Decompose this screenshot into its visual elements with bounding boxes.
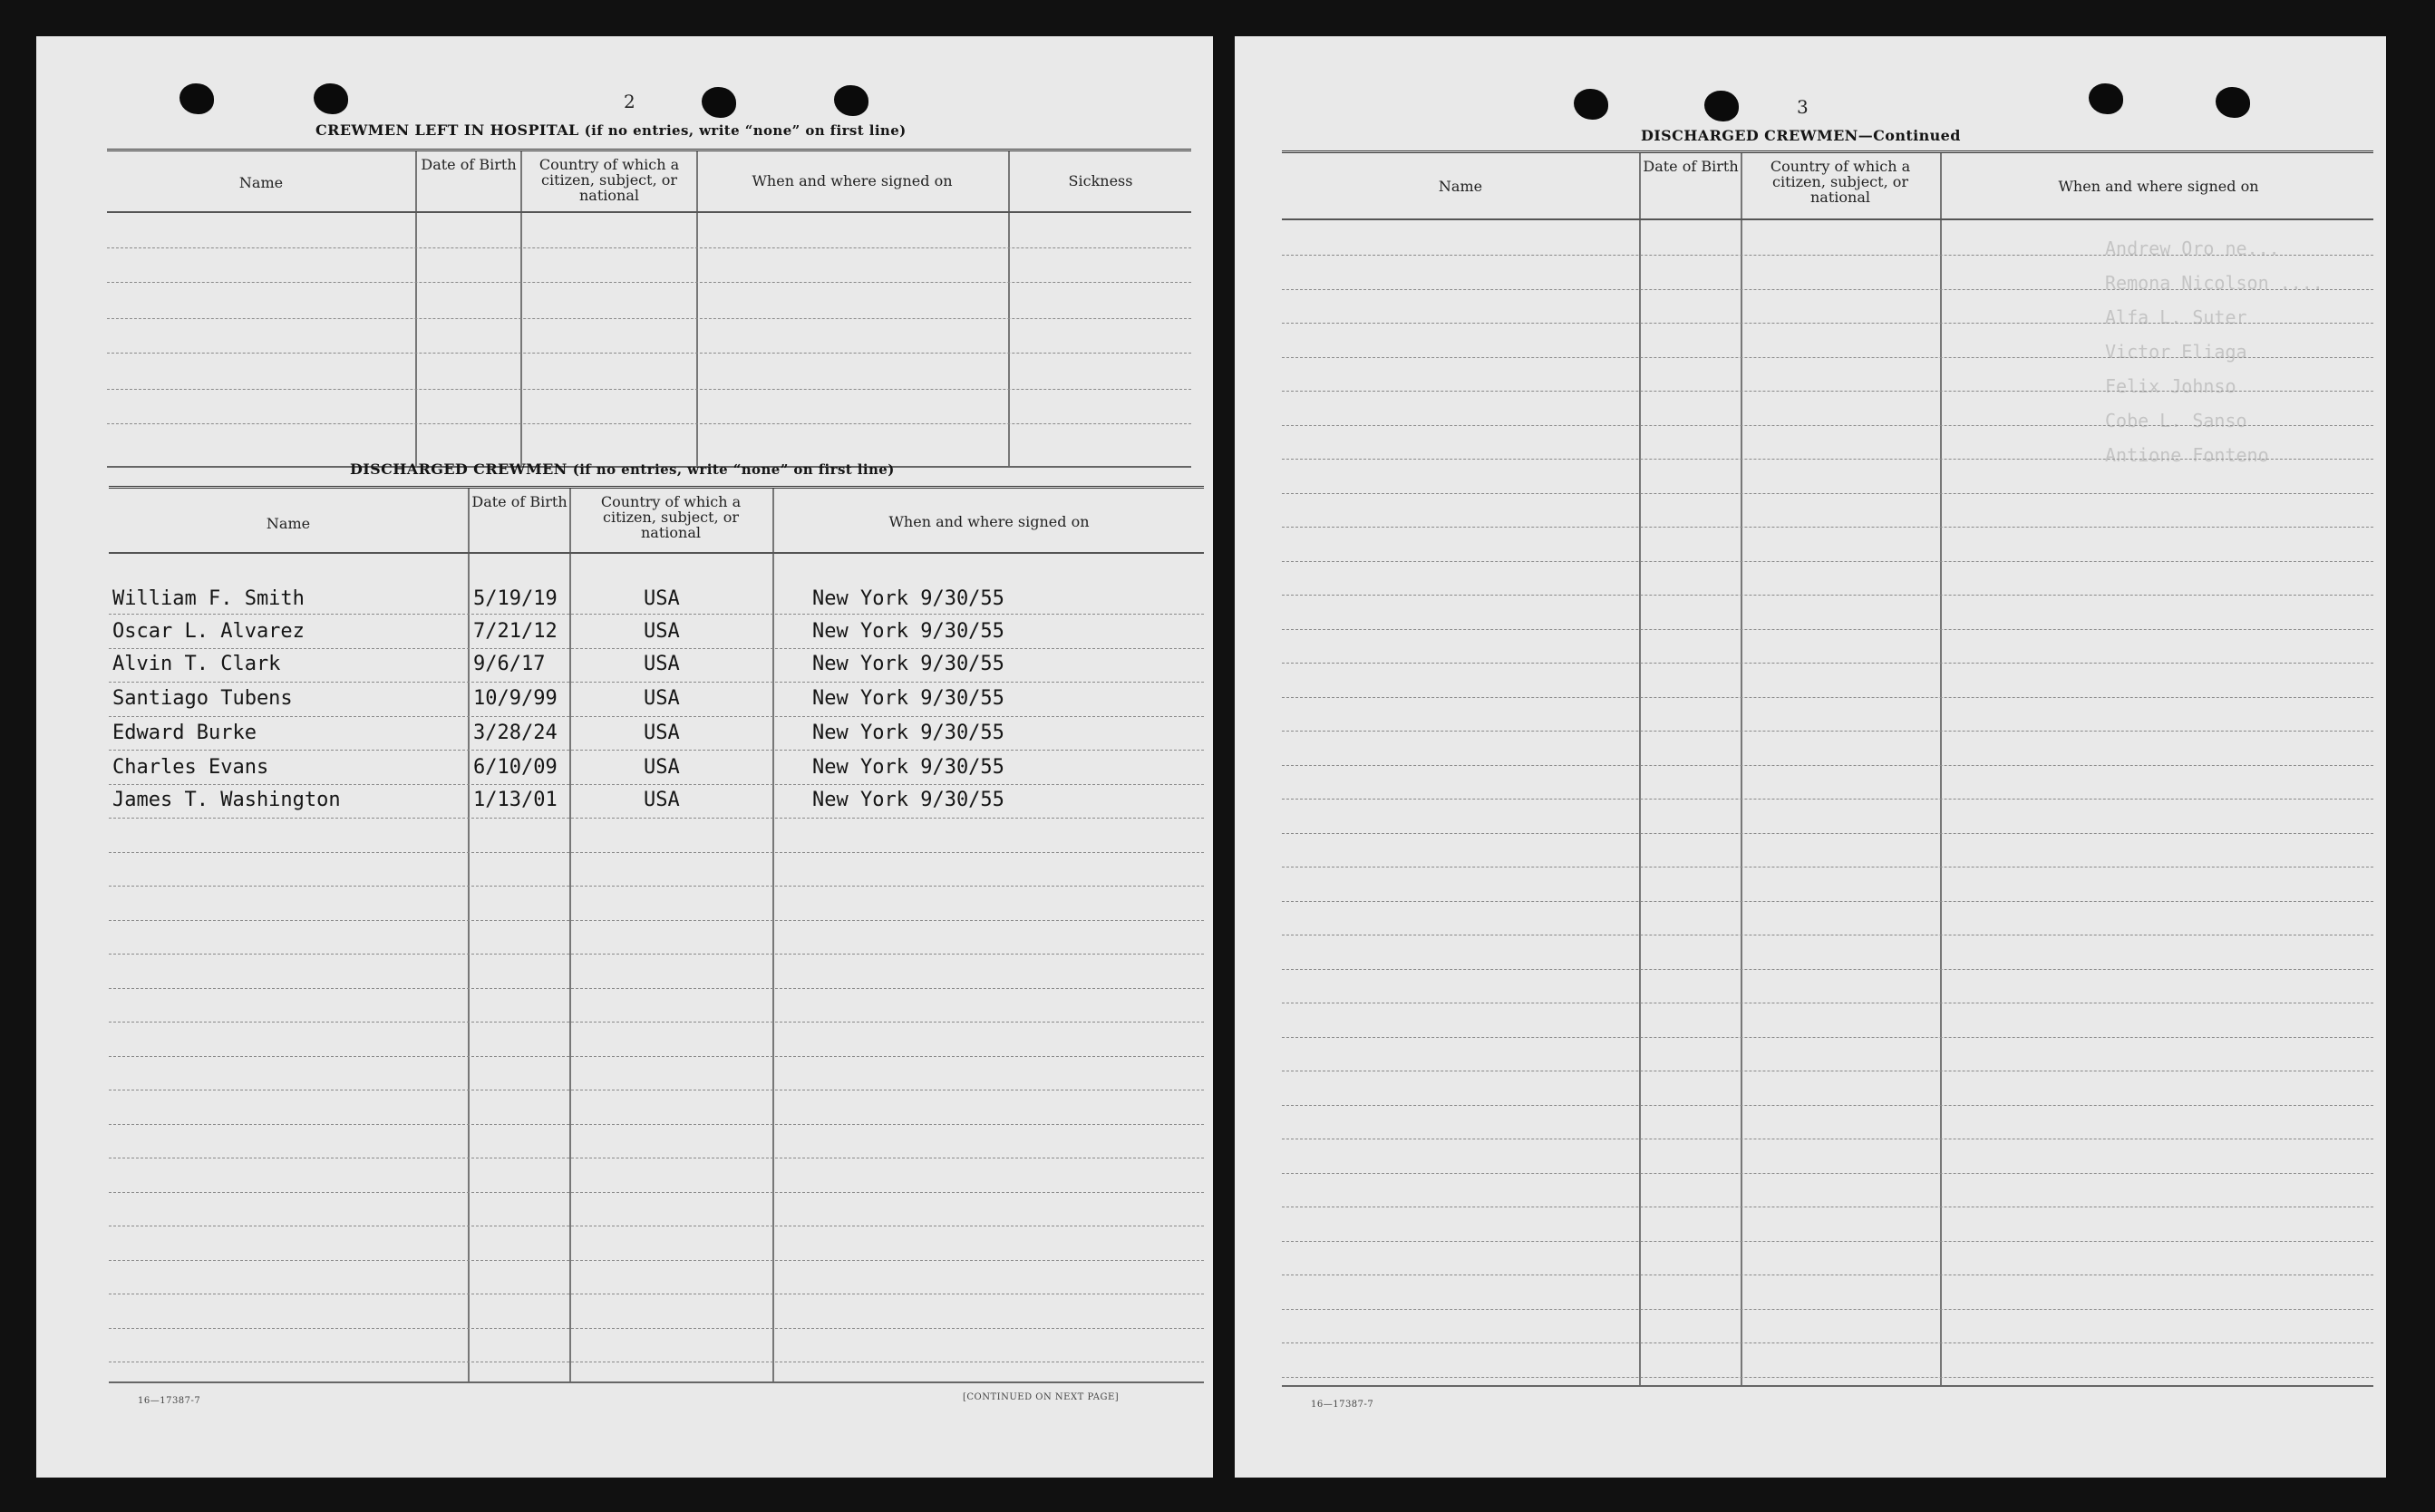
- ruled-line: [109, 886, 1204, 887]
- punch-hole: [179, 83, 214, 114]
- ruled-line: [1282, 731, 2373, 732]
- ruled-line: [1282, 663, 2373, 664]
- col-header-date-of-birth: Date of Birth: [421, 156, 517, 173]
- punch-hole: [1574, 89, 1608, 120]
- crew-name: William F. Smith: [112, 587, 305, 610]
- crew-country: USA: [644, 756, 680, 779]
- table-row: [109, 612, 1204, 645]
- punch-hole: [2089, 83, 2123, 114]
- ruled-line: [109, 1192, 1204, 1193]
- crew-signed-on: New York 9/30/55: [812, 620, 1004, 643]
- crew-country: USA: [644, 587, 680, 610]
- hospital-table: [107, 149, 1191, 468]
- table-row: [109, 748, 1204, 780]
- ruled-line: [1282, 697, 2373, 698]
- col-header-signed-on: When and where signed on: [752, 172, 953, 189]
- ruled-line: [1282, 255, 2373, 256]
- crew-dob: 5/19/19: [473, 587, 558, 610]
- col-header-signed-on: When and where signed on: [2058, 178, 2259, 195]
- col-header-country: Country of which a citizen, subject, or national: [1770, 158, 1911, 206]
- left-form-page: [36, 36, 1213, 1478]
- ruled-line: [1282, 561, 2373, 562]
- crew-country: USA: [644, 620, 680, 643]
- discharged-section-title: DISCHARGED CREWMEN (if no entries, write “none” on first line): [350, 460, 895, 478]
- ruled-line: [1282, 391, 2373, 392]
- crew-signed-on: New York 9/30/55: [812, 587, 1004, 610]
- ruled-line: [1282, 323, 2373, 324]
- form-number: 16—17387-7: [138, 1396, 201, 1406]
- crew-dob: 9/6/17: [473, 653, 546, 675]
- crew-name: Charles Evans: [112, 756, 269, 779]
- col-header-signed-on: When and where signed on: [888, 513, 1090, 530]
- ruled-line: [109, 988, 1204, 989]
- crew-country: USA: [644, 789, 680, 811]
- ruled-line: [1282, 1309, 2373, 1310]
- right-form-page: 3 DISCHARGED CREWMEN—Continued Andrew Oro ne... Remona Nicolson .... Alfa L. Suter Victor Eliaga Felix Johnso Cobe L. Sanso Antione Fonteno Name Date of Birth Country of which a citizen, subject, or national When and where signed on 16—17387-7: [1235, 36, 2386, 1478]
- ruled-line: [109, 1260, 1204, 1261]
- crew-dob: 10/9/99: [473, 687, 558, 710]
- table-row: [109, 713, 1204, 746]
- ruled-line: [1282, 1342, 2373, 1343]
- ruled-line: [109, 1022, 1204, 1023]
- crew-dob: 6/10/09: [473, 756, 558, 779]
- crew-dob: 7/21/12: [473, 620, 558, 643]
- page-number: 2: [624, 91, 635, 112]
- col-header-country: Country of which a citizen, subject, or national: [600, 493, 742, 541]
- ruled-line: [109, 1124, 1204, 1125]
- ruled-line: [1282, 1105, 2373, 1106]
- discharged-table: [109, 486, 1204, 1383]
- table-row: [109, 780, 1204, 813]
- ruled-line: [1282, 493, 2373, 494]
- table-row: [109, 645, 1204, 677]
- ruled-line: [1282, 425, 2373, 426]
- crew-dob: 3/28/24: [473, 722, 558, 744]
- table-row: [109, 679, 1204, 712]
- col-header-name: Name: [266, 515, 311, 532]
- ruled-line: [1282, 1173, 2373, 1174]
- ruled-line: [1282, 357, 2373, 358]
- ruled-line: [1282, 629, 2373, 630]
- crew-name: James T. Washington: [112, 789, 341, 811]
- ruled-line: [109, 954, 1204, 955]
- ruled-line: [1282, 595, 2373, 596]
- col-header-name: Name: [1438, 178, 1483, 195]
- ruled-line: [1282, 1241, 2373, 1242]
- ruled-line: [109, 920, 1204, 921]
- ruled-line: [1282, 833, 2373, 834]
- crew-name: Santiago Tubens: [112, 687, 293, 710]
- ruled-line: [109, 1328, 1204, 1329]
- ruled-line: [1282, 289, 2373, 290]
- punch-hole: [2216, 87, 2250, 118]
- crew-dob: 1/13/01: [473, 789, 558, 811]
- ruled-line: [1282, 1037, 2373, 1038]
- ruled-line: [1282, 799, 2373, 800]
- ruled-line: [109, 1056, 1204, 1057]
- table-row: [109, 579, 1204, 612]
- ruled-line: [109, 818, 1204, 819]
- crew-signed-on: New York 9/30/55: [812, 687, 1004, 710]
- continued-note: [CONTINUED ON NEXT PAGE]: [963, 1392, 1120, 1402]
- page-number: 3: [1797, 96, 1809, 118]
- crew-name: Oscar L. Alvarez: [112, 620, 305, 643]
- ruled-line: [1282, 969, 2373, 970]
- ruled-line: [109, 716, 1204, 717]
- punch-hole: [1704, 91, 1739, 121]
- crew-signed-on: New York 9/30/55: [812, 653, 1004, 675]
- ruled-line: [109, 682, 1204, 683]
- crew-signed-on: New York 9/30/55: [812, 756, 1004, 779]
- col-header-sickness: Sickness: [1068, 172, 1133, 189]
- ruled-line: [1282, 901, 2373, 902]
- crew-country: USA: [644, 687, 680, 710]
- ruled-line: [109, 852, 1204, 853]
- punch-hole: [314, 83, 348, 114]
- crew-name: Edward Burke: [112, 722, 257, 744]
- discharged-continued-table: [1282, 150, 2373, 1387]
- ruled-line: [1282, 527, 2373, 528]
- ruled-line: [1282, 459, 2373, 460]
- col-header-name: Name: [238, 174, 284, 191]
- ruled-line: [109, 648, 1204, 649]
- crew-name: Alvin T. Clark: [112, 653, 281, 675]
- col-header-date-of-birth: Date of Birth: [471, 493, 568, 510]
- ruled-line: [1282, 765, 2373, 766]
- ruled-line: [109, 614, 1204, 615]
- form-number: 16—17387-7: [1311, 1400, 1374, 1410]
- crew-signed-on: New York 9/30/55: [812, 789, 1004, 811]
- hospital-section-title: CREWMEN LEFT IN HOSPITAL (if no entries, write “none” on first line): [315, 121, 907, 139]
- crew-country: USA: [644, 653, 680, 675]
- col-header-country: Country of which a citizen, subject, or national: [538, 156, 680, 204]
- crew-signed-on: New York 9/30/55: [812, 722, 1004, 744]
- ruled-line: [109, 750, 1204, 751]
- crew-country: USA: [644, 722, 680, 744]
- punch-hole: [834, 85, 868, 116]
- col-header-date-of-birth: Date of Birth: [1643, 158, 1739, 175]
- ruled-line: [1282, 1377, 2373, 1378]
- discharged-continued-title: DISCHARGED CREWMEN—Continued: [1641, 127, 1961, 144]
- ruled-line: [109, 784, 1204, 785]
- punch-hole: [702, 87, 736, 118]
